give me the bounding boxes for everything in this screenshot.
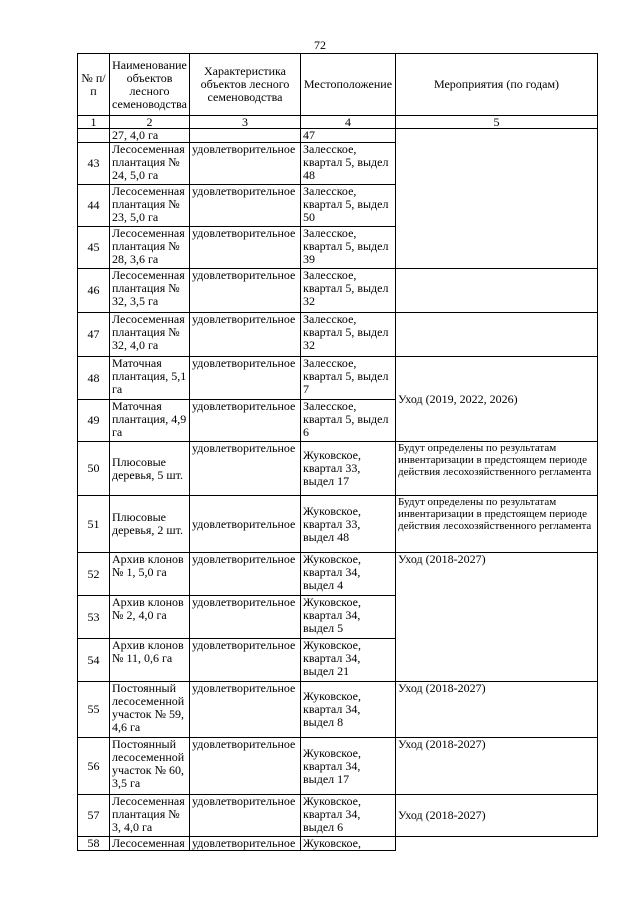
row-number: 51 [78, 496, 110, 553]
object-name: 27, 4,0 га [110, 129, 190, 143]
object-name: Лесосеменная [110, 837, 190, 851]
col-number: 1 [78, 116, 110, 129]
characteristic: удовлетворительное [190, 357, 301, 400]
header-activities: Мероприятия (по годам) [396, 54, 598, 116]
location: Жуковское, квартал 33, выдел 17 [301, 442, 396, 496]
location: Жуковское, квартал 34, выдел 6 [301, 795, 396, 837]
location: Жуковское, квартал 34, выдел 4 [301, 553, 396, 596]
location: Жуковское, квартал 34, выдел 21 [301, 639, 396, 682]
location: Жуковское, квартал 34, выдел 5 [301, 596, 396, 639]
location: Жуковское, [301, 837, 396, 851]
object-name: Маточная плантация, 4,9 га [110, 400, 190, 442]
characteristic: удовлетворительное [190, 738, 301, 795]
column-number-row [78, 116, 598, 129]
characteristic: удовлетворительное [190, 795, 301, 837]
characteristic: удовлетворительное [190, 496, 301, 553]
characteristic: удовлетворительное [190, 269, 301, 313]
characteristic: удовлетворительное [190, 313, 301, 357]
header-row [78, 54, 598, 116]
row-number: 50 [78, 442, 110, 496]
row-number: 49 [78, 400, 110, 442]
page-number: 72 [314, 38, 326, 52]
row-number: 58 [78, 837, 110, 851]
location: Залесское, квартал 5, выдел 32 [301, 269, 396, 313]
activities: Будут определены по результатам инвентаризации в предстоящем периоде действия лесохозяйственного регламента [396, 442, 598, 496]
col-number: 5 [396, 116, 598, 129]
characteristic: удовлетворительное [190, 682, 301, 738]
header-location: Местоположение [301, 54, 396, 116]
table-row [78, 442, 598, 496]
location: 47 [301, 129, 396, 143]
location: Залесское, квартал 5, выдел 50 [301, 185, 396, 227]
object-name: Маточная плантация, 5,1 га [110, 357, 190, 400]
location: Жуковское, квартал 34, выдел 17 [301, 738, 396, 795]
location: Жуковское, квартал 33, выдел 48 [301, 496, 396, 553]
table-row [78, 357, 598, 400]
object-name: Лесосеменная плантация № 24, 5,0 га [110, 143, 190, 185]
characteristic: удовлетворительное [190, 400, 301, 442]
table-row [78, 269, 598, 313]
row-number: 57 [78, 795, 110, 837]
table-row [78, 553, 598, 596]
header-name: Наименование объектов лесного семеноводства [110, 54, 190, 116]
seed-objects-table [77, 53, 598, 851]
header-num: № п/п [78, 54, 110, 116]
header-characteristic: Характеристика объектов лесного семеноводства [190, 54, 301, 116]
characteristic: удовлетворительное [190, 185, 301, 227]
activities-empty [396, 129, 598, 269]
row-number: 53 [78, 596, 110, 639]
object-name: Лесосеменная плантация № 23, 5,0 га [110, 185, 190, 227]
table-row [78, 313, 598, 357]
table-row [78, 795, 598, 837]
location: Залесское, квартал 5, выдел 7 [301, 357, 396, 400]
object-name: Постоянный лесосеменной участок № 60, 3,5 га [110, 738, 190, 795]
col-number: 4 [301, 116, 396, 129]
table-row [78, 496, 598, 553]
activities: Будут определены по результатам инвентаризации в предстоящем периоде действия лесохозяйственного регламента [396, 496, 598, 553]
location: Залесское, квартал 5, выдел 48 [301, 143, 396, 185]
activities: Уход (2018-2027) [396, 738, 598, 795]
row-number: 48 [78, 357, 110, 400]
location: Залесское, квартал 5, выдел 6 [301, 400, 396, 442]
col-number: 3 [190, 116, 301, 129]
characteristic: удовлетворительное [190, 837, 301, 851]
object-name: Плюсовые деревья, 5 шт. [110, 442, 190, 496]
activities-48-49: Уход (2019, 2022, 2026) [396, 357, 598, 442]
object-name: Лесосеменная плантация № 32, 4,0 га [110, 313, 190, 357]
characteristic: удовлетворительное [190, 596, 301, 639]
object-name: Архив клонов № 1, 5,0 га [110, 553, 190, 596]
location: Залесское, квартал 5, выдел 32 [301, 313, 396, 357]
object-name: Архив клонов № 2, 4,0 га [110, 596, 190, 639]
characteristic: удовлетворительное [190, 553, 301, 596]
object-name: Плюсовые деревья, 2 шт. [110, 496, 190, 553]
row-number: 56 [78, 738, 110, 795]
activities: Уход (2018-2027) [396, 795, 598, 837]
table-row [78, 682, 598, 738]
object-name: Архив клонов № 11, 0,6 га [110, 639, 190, 682]
row-number: 54 [78, 639, 110, 682]
characteristic: удовлетворительное [190, 227, 301, 269]
location: Залесское, квартал 5, выдел 39 [301, 227, 396, 269]
object-name: Лесосеменная плантация № 3, 4,0 га [110, 795, 190, 837]
characteristic: удовлетворительное [190, 442, 301, 496]
activities-52-54: Уход (2018-2027) [396, 553, 598, 682]
characteristic: удовлетворительное [190, 639, 301, 682]
row-number: 55 [78, 682, 110, 738]
row-number: 44 [78, 185, 110, 227]
location: Жуковское, квартал 34, выдел 8 [301, 682, 396, 738]
object-name: Лесосеменная плантация № 28, 3,6 га [110, 227, 190, 269]
row-number: 43 [78, 143, 110, 185]
row-number: 45 [78, 227, 110, 269]
row-number: 46 [78, 269, 110, 313]
row-number: 52 [78, 553, 110, 596]
col-number: 2 [110, 116, 190, 129]
object-name: Постоянный лесосеменной участок № 59, 4,6 га [110, 682, 190, 738]
object-name: Лесосеменная плантация № 32, 3,5 га [110, 269, 190, 313]
characteristic: удовлетворительное [190, 143, 301, 185]
row-number: 47 [78, 313, 110, 357]
activities: Уход (2018-2027) [396, 682, 598, 738]
table-row [78, 129, 598, 143]
table-row [78, 738, 598, 795]
table-row [78, 837, 598, 851]
